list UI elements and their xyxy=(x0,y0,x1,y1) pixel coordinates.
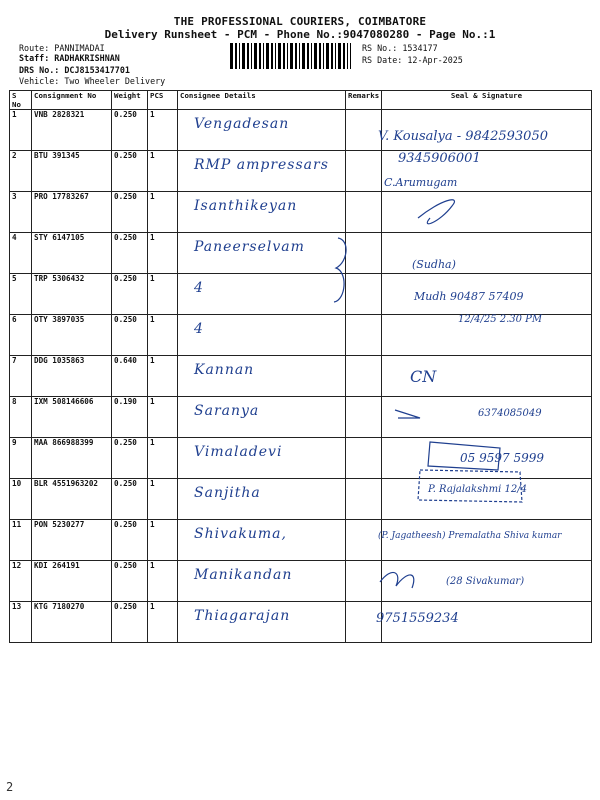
signature-7: CN xyxy=(410,367,437,386)
cell-consignment-no: PON 5230277 xyxy=(32,520,112,561)
col-header-signature: Seal & Signature xyxy=(382,91,592,110)
table-row xyxy=(10,356,592,397)
cell-sno: 12 xyxy=(10,561,32,602)
cell-signature xyxy=(382,479,592,520)
cell-consignee xyxy=(178,315,346,356)
cell-signature xyxy=(382,438,592,479)
cell-consignee xyxy=(178,192,346,233)
cell-remarks xyxy=(346,561,382,602)
table-row xyxy=(10,602,592,643)
handwritten-consignee: Saranya xyxy=(194,403,260,419)
cell-pcs: 1 xyxy=(148,315,178,356)
col-header-pcs: PCS xyxy=(148,91,178,110)
cell-signature xyxy=(382,274,592,315)
cell-pcs: 1 xyxy=(148,151,178,192)
signature-5a: (Sudha) xyxy=(412,258,456,271)
table-row xyxy=(10,151,592,192)
handwritten-consignee: Vimaladevi xyxy=(194,444,283,460)
table-row xyxy=(10,110,592,151)
cell-consignee xyxy=(178,438,346,479)
handwritten-consignee: Vengadesan xyxy=(194,116,290,132)
drs-number: DRS No.: DCJ8153417701 xyxy=(19,65,130,75)
cell-weight: 0.250 xyxy=(112,315,148,356)
cell-pcs: 1 xyxy=(148,602,178,643)
cell-pcs: 1 xyxy=(148,438,178,479)
cell-weight: 0.250 xyxy=(112,602,148,643)
cell-consignment-no: BLR 4551963202 xyxy=(32,479,112,520)
cell-remarks xyxy=(346,233,382,274)
cell-sno: 7 xyxy=(10,356,32,397)
cell-consignment-no: TRP 5306432 xyxy=(32,274,112,315)
cell-remarks xyxy=(346,602,382,643)
cell-weight: 0.250 xyxy=(112,520,148,561)
cell-signature xyxy=(382,520,592,561)
cell-sno: 9 xyxy=(10,438,32,479)
table-row xyxy=(10,397,592,438)
cell-consignee xyxy=(178,561,346,602)
cell-consignment-no: BTU 391345 xyxy=(32,151,112,192)
handwritten-consignee: Isanthikeyan xyxy=(194,198,298,214)
col-header-sno: S No xyxy=(10,91,32,110)
cell-remarks xyxy=(346,192,382,233)
barcode-image xyxy=(230,43,352,69)
cell-consignment-no: KDI 264191 xyxy=(32,561,112,602)
route-label: Route: PANNIMADAI xyxy=(19,43,105,53)
signature-11: (P. Jagatheesh) Premalatha Shiva kumar xyxy=(378,531,562,541)
cell-signature xyxy=(382,561,592,602)
cell-weight: 0.250 xyxy=(112,151,148,192)
cell-sno: 3 xyxy=(10,192,32,233)
cell-signature xyxy=(382,110,592,151)
table-row xyxy=(10,274,592,315)
vehicle-label: Vehicle: Two Wheeler Delivery xyxy=(19,76,166,86)
cell-signature xyxy=(382,397,592,438)
cell-consignment-no: OTY 3897035 xyxy=(32,315,112,356)
table-row xyxy=(10,315,592,356)
handwritten-consignee: Shivakuma, xyxy=(194,526,287,542)
cell-consignee xyxy=(178,520,346,561)
cell-weight: 0.640 xyxy=(112,356,148,397)
cell-pcs: 1 xyxy=(148,356,178,397)
cell-pcs: 1 xyxy=(148,520,178,561)
runsheet-table xyxy=(9,90,592,643)
cell-weight: 0.250 xyxy=(112,479,148,520)
cell-consignment-no: IXM 508146606 xyxy=(32,397,112,438)
table-row xyxy=(10,520,592,561)
cell-consignee xyxy=(178,397,346,438)
col-header-remarks: Remarks xyxy=(346,91,382,110)
cell-weight: 0.250 xyxy=(112,438,148,479)
cell-weight: 0.250 xyxy=(112,274,148,315)
handwritten-consignee: Kannan xyxy=(194,362,255,378)
cell-signature xyxy=(382,192,592,233)
cell-consignment-no: STY 6147105 xyxy=(32,233,112,274)
cell-signature xyxy=(382,233,592,274)
cell-signature xyxy=(382,315,592,356)
table-header-row xyxy=(10,91,592,110)
cell-consignment-no: VNB 2828321 xyxy=(32,110,112,151)
col-header-consignment: Consignment No xyxy=(32,91,112,110)
signature-6: 12/4/25 2.30 PM xyxy=(458,314,543,325)
cell-consignee xyxy=(178,479,346,520)
handwritten-consignee: Sanjitha xyxy=(194,485,261,501)
table-row xyxy=(10,233,592,274)
table-row xyxy=(10,561,592,602)
handwritten-consignee: 4 xyxy=(194,321,204,337)
company-title: THE PROFESSIONAL COURIERS, COIMBATORE xyxy=(173,15,427,28)
cell-pcs: 1 xyxy=(148,110,178,151)
corner-mark: 2 xyxy=(6,780,14,794)
cell-consignment-no: DDG 1035863 xyxy=(32,356,112,397)
cell-remarks xyxy=(346,356,382,397)
cell-sno: 5 xyxy=(10,274,32,315)
cell-remarks xyxy=(346,110,382,151)
cell-sno: 2 xyxy=(10,151,32,192)
handwritten-consignee: Manikandan xyxy=(194,567,293,583)
cell-weight: 0.250 xyxy=(112,233,148,274)
staff-label: Staff: RADHAKRISHNAN xyxy=(19,53,120,63)
cell-consignee xyxy=(178,602,346,643)
signature-13: 9751559234 xyxy=(376,611,459,626)
cell-consignee xyxy=(178,110,346,151)
handwritten-consignee: RMP ampressars xyxy=(194,157,329,173)
cell-sno: 11 xyxy=(10,520,32,561)
cell-consignee xyxy=(178,356,346,397)
signature-2: 9345906001 xyxy=(398,151,481,166)
cell-pcs: 1 xyxy=(148,561,178,602)
cell-consignment-no: MAA 866988399 xyxy=(32,438,112,479)
handwritten-consignee: Paneerselvam xyxy=(194,239,305,255)
table-row xyxy=(10,192,592,233)
cell-remarks xyxy=(346,397,382,438)
cell-pcs: 1 xyxy=(148,397,178,438)
cell-signature xyxy=(382,602,592,643)
cell-sno: 10 xyxy=(10,479,32,520)
cell-signature xyxy=(382,151,592,192)
cell-sno: 4 xyxy=(10,233,32,274)
signature-5b: Mudh 90487 57409 xyxy=(414,290,524,303)
cell-remarks xyxy=(346,274,382,315)
signature-8: 6374085049 xyxy=(478,408,542,419)
cell-remarks xyxy=(346,520,382,561)
cell-consignee xyxy=(178,274,346,315)
cell-remarks xyxy=(346,151,382,192)
cell-remarks xyxy=(346,479,382,520)
cell-weight: 0.250 xyxy=(112,110,148,151)
signature-1: V. Kousalya - 9842593050 xyxy=(378,129,548,144)
cell-signature xyxy=(382,356,592,397)
table-row xyxy=(10,479,592,520)
handwritten-consignee: 4 xyxy=(194,280,204,296)
cell-pcs: 1 xyxy=(148,233,178,274)
rs-date: RS Date: 12-Apr-2025 xyxy=(362,55,463,65)
table-row xyxy=(10,438,592,479)
cell-consignee xyxy=(178,233,346,274)
cell-sno: 1 xyxy=(10,110,32,151)
cell-sno: 6 xyxy=(10,315,32,356)
cell-sno: 8 xyxy=(10,397,32,438)
signature-9: 05 9597 5999 xyxy=(460,451,544,465)
cell-weight: 0.250 xyxy=(112,192,148,233)
signature-3: C.Arumugam xyxy=(384,176,458,189)
cell-pcs: 1 xyxy=(148,192,178,233)
cell-sno: 13 xyxy=(10,602,32,643)
handwritten-consignee: Thiagarajan xyxy=(194,608,291,624)
col-header-weight: Weight xyxy=(112,91,148,110)
cell-weight: 0.190 xyxy=(112,397,148,438)
cell-consignee xyxy=(178,151,346,192)
cell-weight: 0.250 xyxy=(112,561,148,602)
rs-number: RS No.: 1534177 xyxy=(362,43,438,53)
col-header-consignee: Consignee Details xyxy=(178,91,346,110)
runsheet-subtitle: Delivery Runsheet - PCM - Phone No.:9047080280 - Page No.:1 xyxy=(104,28,496,41)
cell-consignment-no: KTG 7180270 xyxy=(32,602,112,643)
cell-pcs: 1 xyxy=(148,274,178,315)
signature-10: P. Rajalakshmi 12/4 xyxy=(428,484,527,495)
cell-remarks xyxy=(346,438,382,479)
cell-consignment-no: PRO 17783267 xyxy=(32,192,112,233)
cell-pcs: 1 xyxy=(148,479,178,520)
cell-remarks xyxy=(346,315,382,356)
signature-12: (28 Sivakumar) xyxy=(446,576,525,587)
